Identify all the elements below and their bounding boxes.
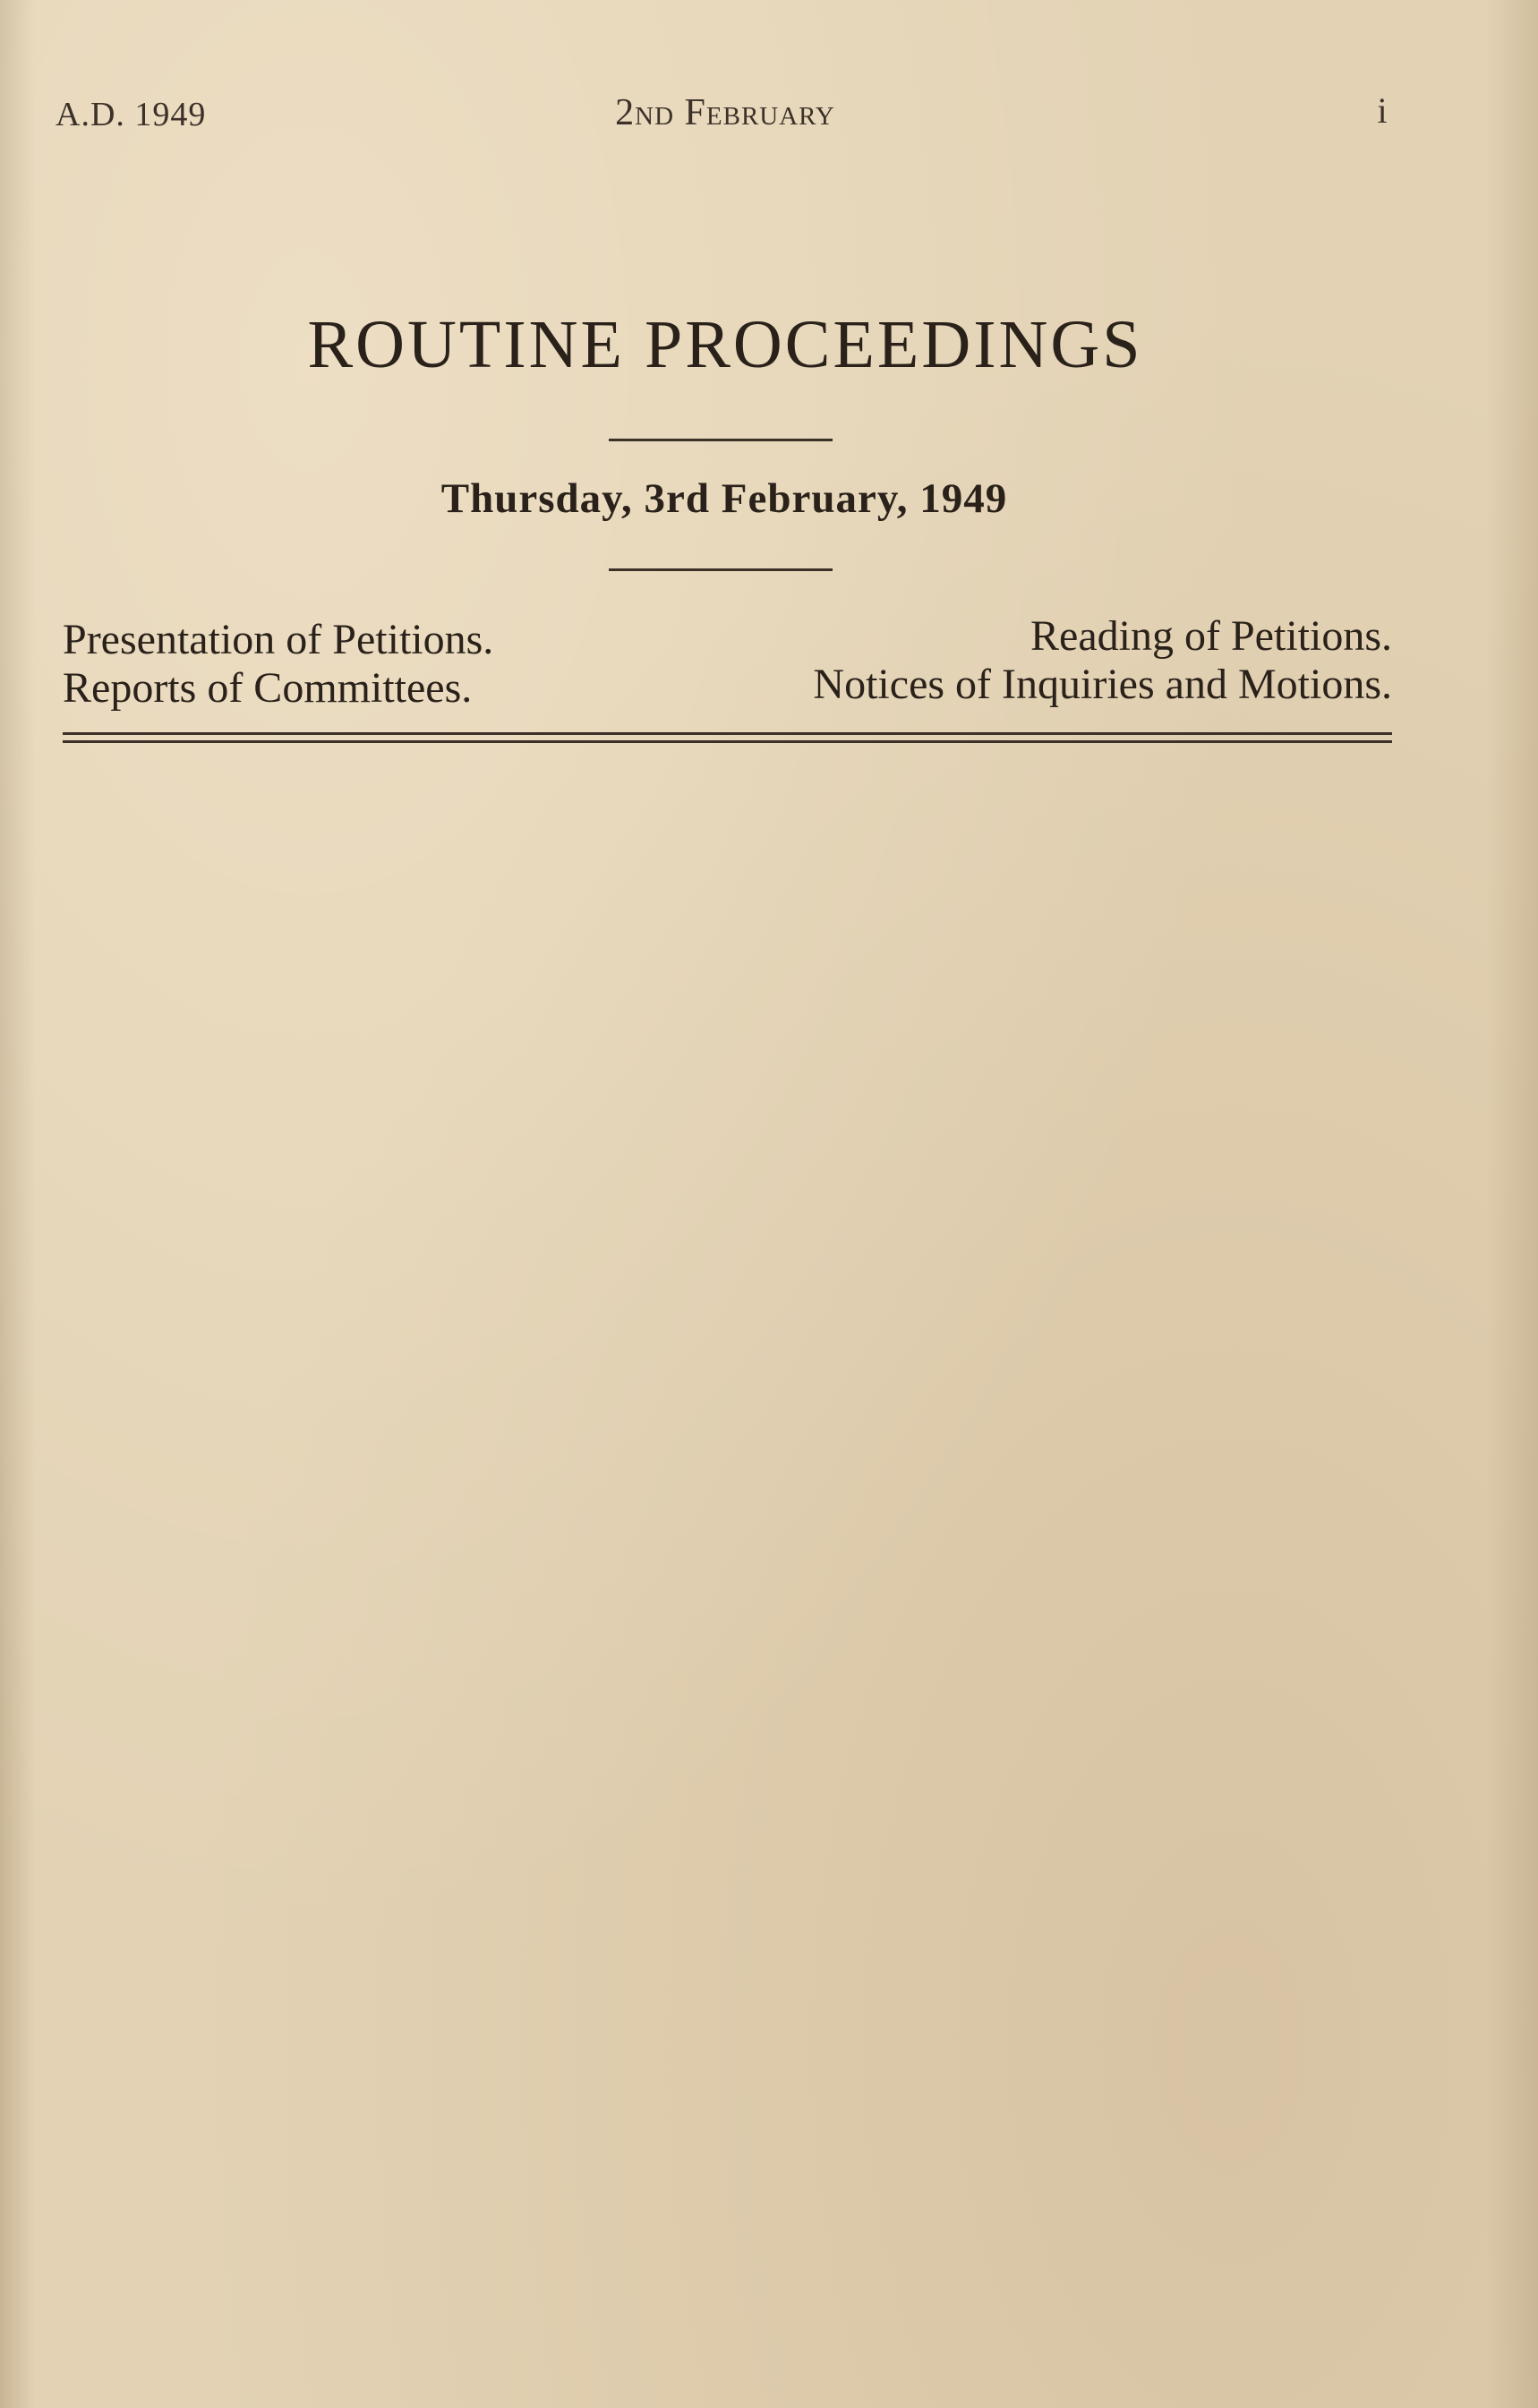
divider-rule <box>609 439 833 441</box>
running-head-year: A.D. 1949 <box>56 96 207 133</box>
list-item: Reports of Committees. <box>63 664 473 712</box>
running-head <box>0 90 1538 143</box>
list-item: Presentation of Petitions. <box>63 616 494 663</box>
page-number: i <box>1377 90 1388 131</box>
double-divider-rule <box>63 732 1392 743</box>
proceedings-left-column <box>63 616 689 713</box>
proceedings-right-column <box>676 612 1392 709</box>
running-head-date: 2nd February <box>615 92 835 133</box>
sitting-date: Thursday, 3rd February, 1949 <box>440 475 1008 522</box>
proceedings-list <box>63 612 1392 719</box>
page-title: ROUTINE PROCEEDINGS <box>307 307 1143 382</box>
divider-rule <box>609 568 833 571</box>
list-item: Reading of Petitions. <box>1030 612 1392 660</box>
list-item: Notices of Inquiries and Motions. <box>813 661 1392 708</box>
